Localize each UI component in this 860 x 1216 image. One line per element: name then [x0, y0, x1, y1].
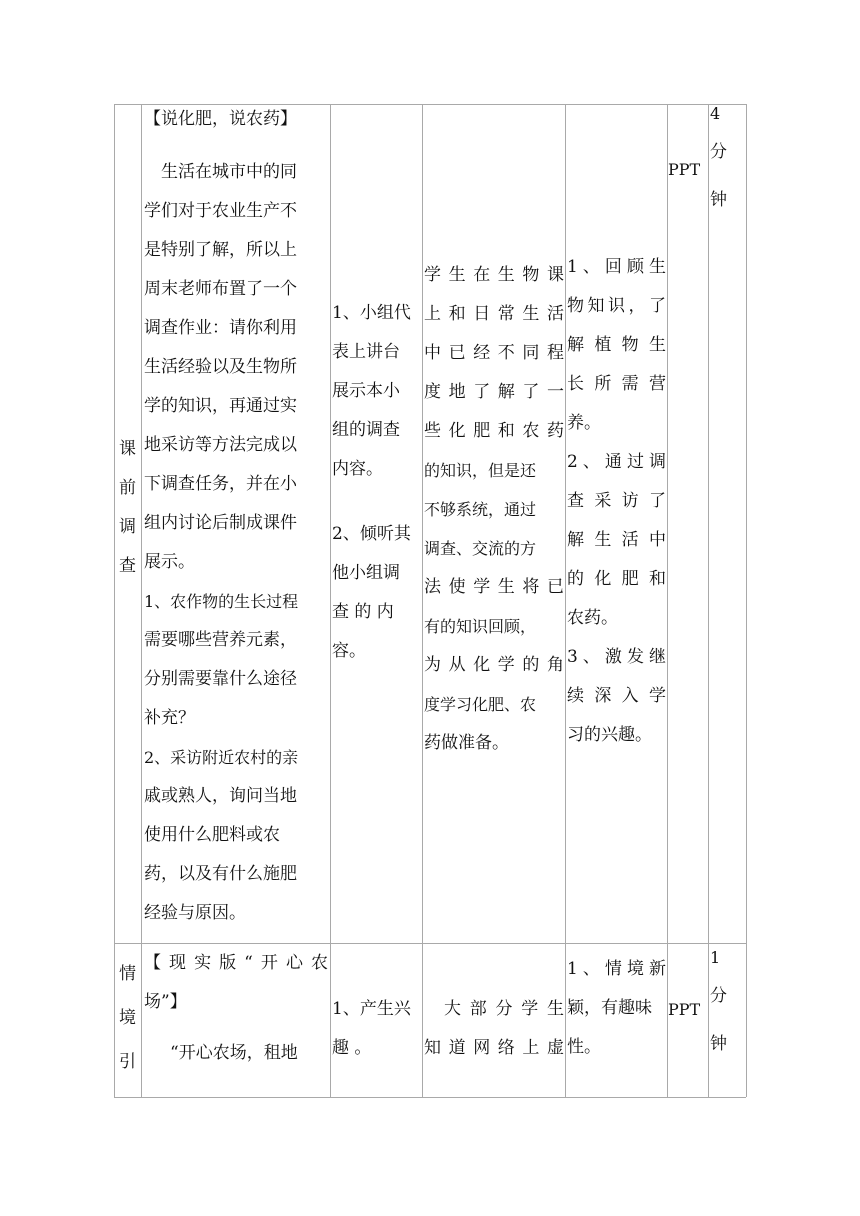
intent-line: 学生在生物课: [424, 265, 564, 285]
col-line-1: [141, 104, 142, 1097]
row1-goals: [567, 248, 666, 755]
goal-line: 3、激发继: [567, 647, 666, 667]
goal-line: 性。: [567, 1037, 601, 1057]
col-line-5: [667, 104, 668, 1097]
student-line: 1、产生兴: [332, 999, 411, 1019]
row2-student-activity: [332, 990, 421, 1068]
student-line: 表上讲台: [332, 342, 400, 362]
row2-content: [144, 944, 328, 1073]
intent-line: 些化肥和农药: [424, 421, 564, 441]
col-line-6: [708, 104, 709, 1097]
intent-line: 法使学生将已: [424, 577, 564, 597]
col-line-7: [746, 104, 747, 1097]
table-bottom-border: [114, 1097, 746, 1098]
student-line: 趣 。: [332, 1038, 372, 1058]
row1-design-intent: [424, 256, 564, 763]
intent-line: 的知识，但是还: [424, 461, 537, 480]
content-line: 地采访等方法完成以: [144, 435, 297, 455]
content-line: 1、农作物的生长过程: [144, 592, 299, 611]
content-line: 分别需要靠什么途径: [144, 669, 297, 689]
content-title: 【现实版“开心农: [144, 953, 328, 973]
intent-line: 知道网络上虚: [424, 1038, 564, 1058]
content-line: 使用什么肥料或农: [144, 825, 280, 845]
content-line: 周末老师布置了一个: [144, 279, 297, 299]
time-unit: 分: [710, 986, 727, 1006]
goal-line: 查采访了: [567, 491, 666, 511]
goal-line: 长所需营: [567, 374, 666, 394]
content-line: 经验与原因。: [144, 903, 246, 923]
phase-char: 调: [119, 517, 136, 537]
row1-time: [710, 100, 745, 224]
content-line: 2、采访附近农村的亲: [144, 748, 299, 767]
student-line: 1、小组代: [332, 303, 411, 323]
student-line: 查 的 内: [332, 602, 394, 622]
content-line: 生活经验以及生物所: [144, 357, 297, 377]
row2-goals: [567, 950, 666, 1067]
content-line: “开心农场，租地: [170, 1043, 298, 1063]
goal-line: 颖，有趣味: [567, 998, 652, 1018]
intent-line: 大部分学生: [444, 999, 564, 1019]
col-line-0: [114, 104, 115, 1097]
content-line: 组内讨论后制成课件: [144, 513, 297, 533]
goal-line: 1、情境新: [567, 959, 666, 979]
phase-char: 查: [119, 556, 136, 576]
time-value: 1: [710, 948, 721, 967]
media-label: PPT: [668, 160, 701, 179]
intent-line: 不够系统，通过: [424, 500, 537, 519]
col-line-4: [565, 104, 566, 1097]
content-line: 展示。: [144, 552, 195, 572]
phase-char: 引: [119, 1052, 136, 1072]
content-line: 生活在城市中的同: [161, 162, 297, 182]
phase-char: 情: [119, 964, 136, 984]
intent-line: 上和日常生活: [424, 304, 564, 324]
intent-line: 有的知识回顾，: [424, 617, 537, 636]
goal-line: 解植物生: [567, 335, 666, 355]
goal-line: 续深入学: [567, 686, 666, 706]
goal-line: 2、通过调: [567, 452, 666, 472]
intent-line: 中已经不同程: [424, 343, 564, 363]
row1-phase: [114, 430, 141, 586]
student-line: 他小组调: [332, 563, 400, 583]
student-line: 组的调查: [332, 420, 400, 440]
goal-line: 养。: [567, 413, 601, 433]
goal-line: 1、回顾生: [567, 257, 666, 277]
content-line: 戚或熟人，询问当地: [144, 786, 297, 806]
content-title: 场”】: [144, 992, 187, 1012]
content-line: 药，以及有什么施肥: [144, 864, 297, 884]
goal-line: 的化肥和: [567, 569, 666, 589]
row2-phase: [114, 952, 141, 1084]
row2-media: [668, 990, 708, 1029]
goal-line: 物知识，了: [567, 296, 666, 316]
student-line: 2、倾听其: [332, 524, 411, 544]
time-unit: 钟: [710, 1034, 727, 1054]
intent-line: 为从化学的角: [424, 655, 564, 675]
col-line-3: [422, 104, 423, 1097]
goal-line: 农药。: [567, 608, 618, 628]
student-line: 容。: [332, 641, 366, 661]
intent-line: 药做准备。: [424, 733, 509, 753]
student-line: 展示本小: [332, 381, 400, 401]
media-label: PPT: [668, 1000, 701, 1019]
content-line: 学的知识，再通过实: [144, 396, 297, 416]
time-value: 4: [710, 104, 721, 123]
row2-design-intent: [424, 990, 564, 1068]
intent-line: 度学习化肥、农: [424, 695, 537, 714]
row1-media: [668, 150, 708, 189]
content-line: 是特别了解，所以上: [144, 240, 297, 260]
content-line: 下调查任务，并在小: [144, 474, 297, 494]
phase-char: 境: [119, 1008, 136, 1028]
intent-line: 调查、交流的方: [424, 539, 537, 558]
phase-char: 前: [119, 478, 136, 498]
intent-line: 度地了解了一: [424, 382, 564, 402]
phase-char: 课: [119, 439, 136, 459]
time-unit: 钟: [710, 190, 727, 210]
row1-student-activity: [332, 294, 421, 671]
content-line: 学们对于农业生产不: [144, 201, 297, 221]
content-title: 【说化肥，说农药】: [144, 109, 297, 129]
student-line: 内容。: [332, 459, 383, 479]
content-line: 补充？: [144, 708, 195, 728]
row1-content: [144, 100, 328, 933]
content-line: 调查作业：请你利用: [144, 318, 297, 338]
goal-line: 习的兴趣。: [567, 725, 652, 745]
content-line: 需要哪些营养元素，: [144, 630, 297, 650]
goal-line: 解生活中: [567, 530, 666, 550]
row2-time: [710, 944, 745, 1068]
col-line-2: [330, 104, 331, 1097]
time-unit: 分: [710, 142, 727, 162]
